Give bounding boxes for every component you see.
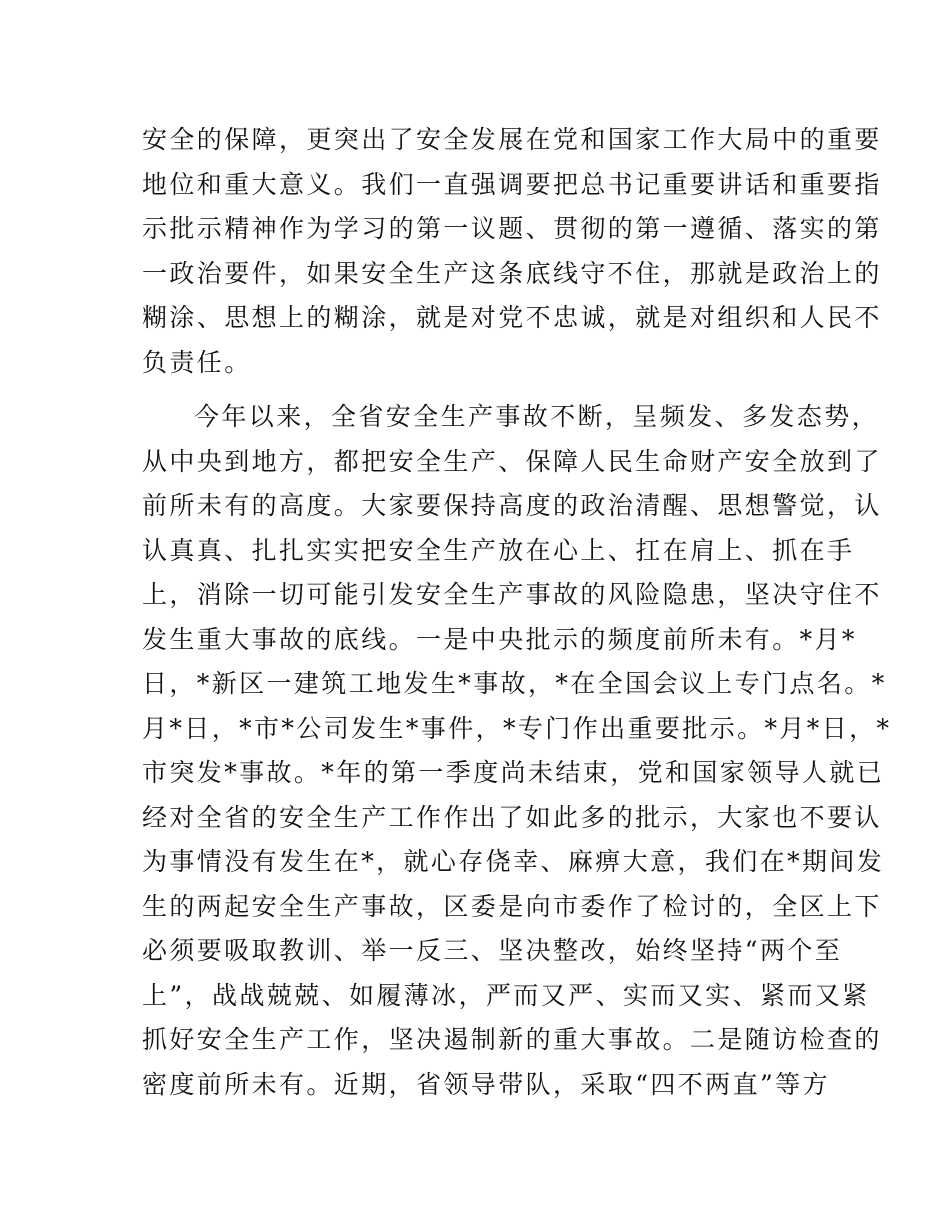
text-line: 生的两起安全生产事故，区委是向市委作了检讨的，全区上下	[142, 891, 882, 921]
text-line: 为事情没有发生在*，就心存侥幸、麻痹大意，我们在*期间发	[142, 847, 885, 876]
text-line: 今年以来，全省安全生产事故不断，呈频发、多发态势，	[194, 402, 880, 431]
paragraph	[142, 118, 882, 385]
text-line: 示批示精神作为学习的第一议题、贯彻的第一遵循、落实的第	[142, 214, 882, 243]
text-line: 经对全省的安全生产工作作出了如此多的批示，大家也不要认	[142, 802, 882, 832]
text-line: 上，消除一切可能引发安全生产事故的风险隐患，坚决守住不	[142, 580, 882, 609]
text-line: 密度前所未有。近期，省领导带队，采取“四不两直”等方	[142, 1069, 830, 1099]
text-line: 抓好安全生产工作，坚决遏制新的重大事故。二是随访检查的	[142, 1025, 882, 1054]
text-line: 上”，战战兢兢、如履薄冰，严而又严、实而又实、紧而又紧	[142, 980, 870, 1010]
text-line: 地位和重大意义。我们一直强调要把总书记重要讲话和重要指	[142, 169, 882, 199]
text-line: 日，*新区一建筑工地发生*事故，*在全国会议上专门点名。*	[142, 669, 887, 698]
text-line: 月*日，*市*公司发生*事件，*专门作出重要批示。*月*日，*	[142, 713, 892, 743]
text-line: 认真真、扎扎实实把安全生产放在心上、扛在肩上、抓在手	[142, 535, 855, 565]
paragraph	[142, 395, 892, 1107]
text-line: 一政治要件，如果安全生产这条底线守不住，那就是政治上的	[142, 258, 882, 288]
text-line: 市突发*事故。*年的第一季度尚未结束，党和国家领导人就已	[142, 758, 885, 787]
text-line: 必须要吸取教训、举一反三、坚决整改，始终坚持“两个至	[142, 936, 843, 965]
document-body	[142, 118, 892, 1107]
text-line: 前所未有的高度。大家要保持高度的政治清醒、思想警觉，认	[142, 491, 882, 520]
text-line: 负责任。	[142, 347, 252, 377]
text-line: 糊涂、思想上的糊涂，就是对党不忠诚，就是对组织和人民不	[142, 303, 882, 332]
text-line: 发生重大事故的底线。一是中央批示的频度前所未有。*月*	[142, 624, 857, 654]
paragraph-gap	[142, 385, 822, 395]
text-line: 从中央到地方，都把安全生产、保障人民生命财产安全放到了	[142, 446, 882, 476]
text-line: 安全的保障，更突出了安全发展在党和国家工作大局中的重要	[142, 125, 882, 154]
